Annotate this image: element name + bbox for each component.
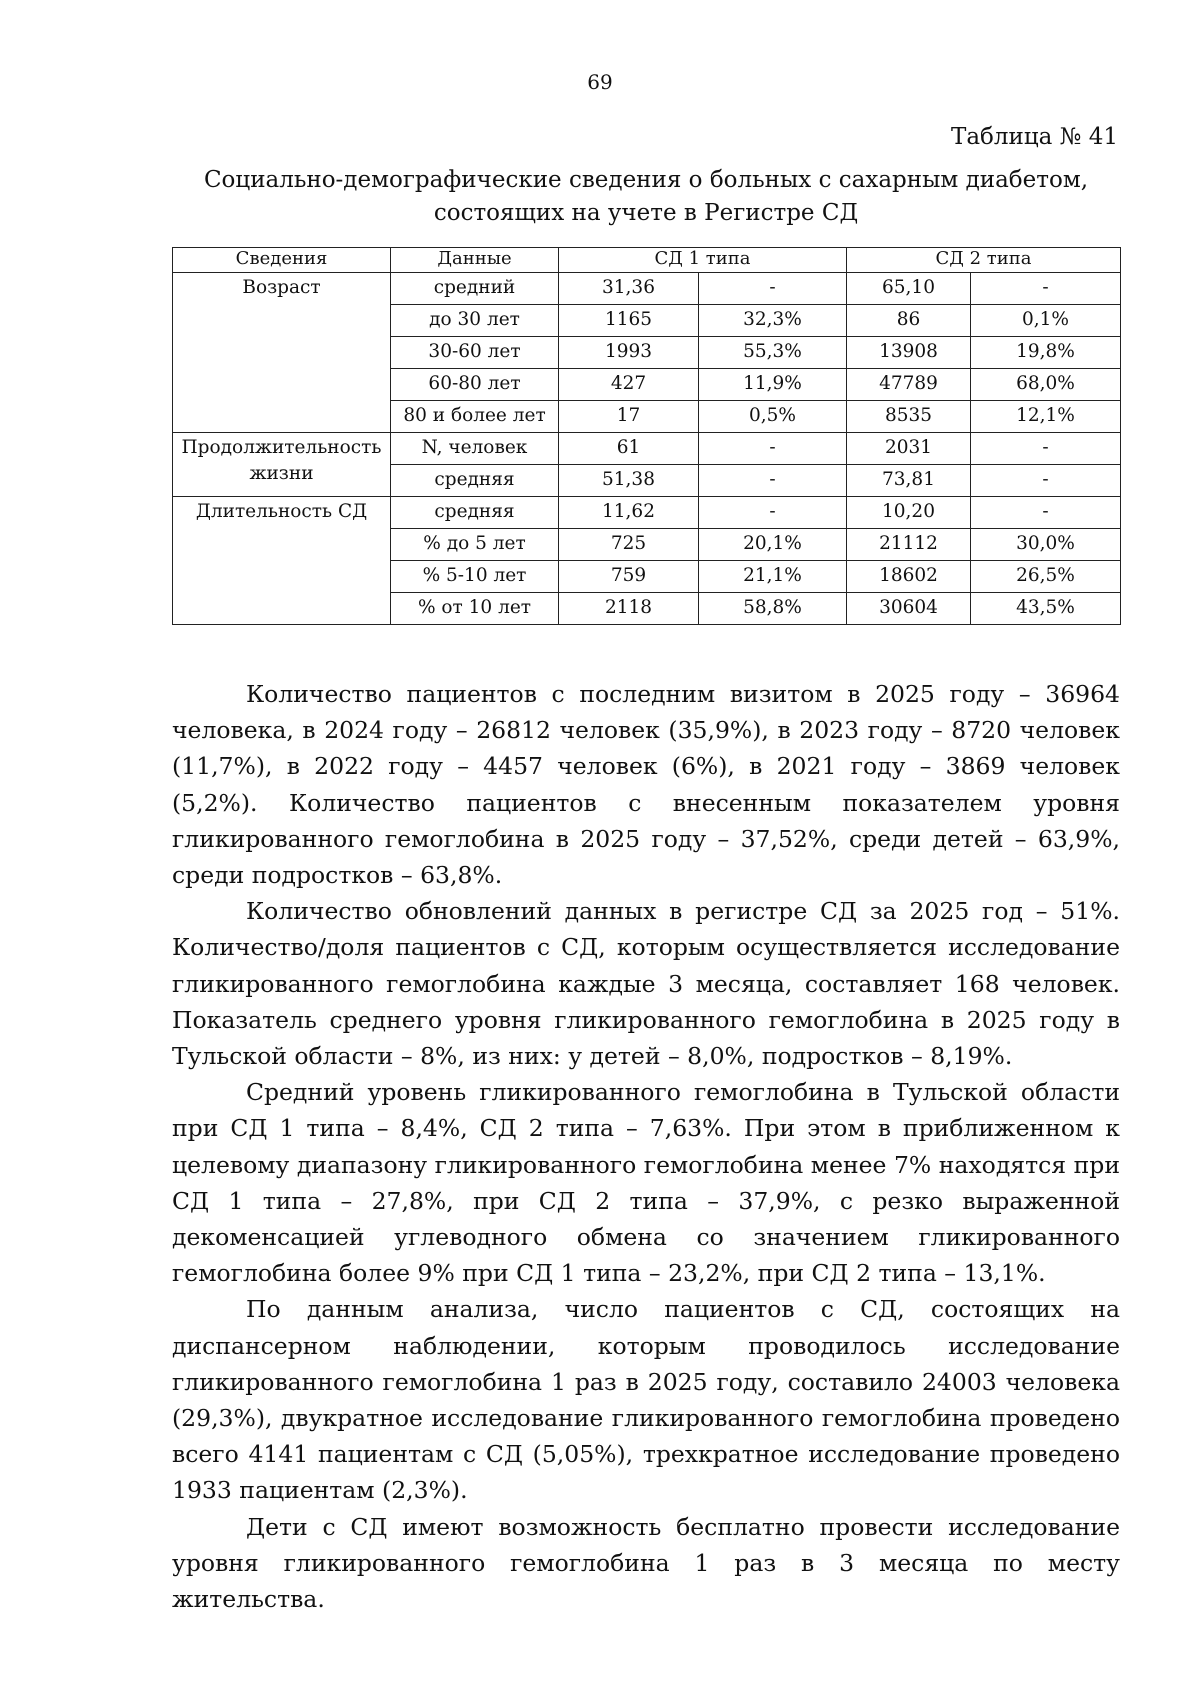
group-label-cell: Продолжительность жизни <box>173 433 391 497</box>
cell-t1-p: 0,5% <box>699 401 847 433</box>
paragraph: Количество обновлений данных в регистре СД за 2025 год – 51%. Количество/доля пациентов с СД, которым осуществляется исследование гликированного гемоглобина каждые 3 месяца, составляет 168 человек. Показатель среднего уровня гликированного гемоглобина в 2025 году в Тульской области – 8%, из них: у детей – 8,0%, подростков – 8,19%. <box>172 897 1120 1071</box>
header-cell: СД 1 типа <box>559 248 847 273</box>
cell-t2-p: 12,1% <box>971 401 1121 433</box>
cell-t2-p: 30,0% <box>971 529 1121 561</box>
cell-t1-n: 51,38 <box>559 465 699 497</box>
cell-t1-p: - <box>699 273 847 305</box>
cell-t2-p: - <box>971 465 1121 497</box>
cell-t1-p: - <box>699 433 847 465</box>
page-number: 69 <box>587 70 613 94</box>
cell-t2-n: 30604 <box>847 593 971 625</box>
group-label-cell: Возраст <box>173 273 391 433</box>
cell-t1-p: 58,8% <box>699 593 847 625</box>
cell-t2-n: 8535 <box>847 401 971 433</box>
cell-t2-p: - <box>971 433 1121 465</box>
cell-t2-p: 26,5% <box>971 561 1121 593</box>
cell-t2-n: 2031 <box>847 433 971 465</box>
body-text <box>172 676 1120 1617</box>
table-row <box>173 433 1121 465</box>
table-title-line-1: Социально-демографические сведения о больных с сахарным диабетом, <box>203 167 1089 193</box>
cell-data: 60-80 лет <box>391 369 559 401</box>
table-row <box>173 273 1121 305</box>
cell-t1-p: 11,9% <box>699 369 847 401</box>
cell-data: 80 и более лет <box>391 401 559 433</box>
cell-t2-n: 18602 <box>847 561 971 593</box>
cell-data: средний <box>391 273 559 305</box>
table-header-row <box>173 248 1121 273</box>
cell-t1-n: 11,62 <box>559 497 699 529</box>
cell-t1-p: 32,3% <box>699 305 847 337</box>
group-label-cell: Длительность СД <box>173 497 391 625</box>
cell-t1-n: 2118 <box>559 593 699 625</box>
data-table <box>172 247 1121 625</box>
cell-t2-p: - <box>971 497 1121 529</box>
cell-data: до 30 лет <box>391 305 559 337</box>
header-cell: СД 2 типа <box>847 248 1121 273</box>
cell-t2-n: 21112 <box>847 529 971 561</box>
header-cell: Данные <box>391 248 559 273</box>
table-title-line-2: состоящих на учете в Регистре СД <box>433 200 859 226</box>
cell-data: 30-60 лет <box>391 337 559 369</box>
table-title <box>172 164 1120 230</box>
table-label: Таблица № 41 <box>951 124 1118 150</box>
cell-t1-p: 21,1% <box>699 561 847 593</box>
cell-data: % от 10 лет <box>391 593 559 625</box>
cell-t1-n: 17 <box>559 401 699 433</box>
cell-t1-p: - <box>699 465 847 497</box>
cell-t2-n: 73,81 <box>847 465 971 497</box>
cell-t2-n: 13908 <box>847 337 971 369</box>
cell-t1-p: 20,1% <box>699 529 847 561</box>
cell-data: % до 5 лет <box>391 529 559 561</box>
paragraph: Дети с СД имеют возможность бесплатно провести исследование уровня гликированного гемоглобина 1 раз в 3 месяца по месту жительства. <box>172 1512 1120 1614</box>
cell-t2-n: 10,20 <box>847 497 971 529</box>
paragraph: Количество пациентов с последним визитом в 2025 году – 36964 человека, в 2024 году – 26812 человек (35,9%), в 2023 году – 8720 человек (11,7%), в 2022 году – 4457 человек (6%), в 2021 году – 3869 человек (5,2%). Количество пациентов с внесенным показателем уровня гликированного гемоглобина в 2025 году – 37,52%, среди детей – 63,9%, среди подростков – 63,8%. <box>172 680 1120 890</box>
table-row <box>173 497 1121 529</box>
cell-data: % 5-10 лет <box>391 561 559 593</box>
cell-data: средняя <box>391 465 559 497</box>
table-body <box>173 273 1121 625</box>
cell-t1-n: 61 <box>559 433 699 465</box>
paragraph: Средний уровень гликированного гемоглобина в Тульской области при СД 1 типа – 8,4%, СД 2 типа – 7,63%. При этом в приближенном к целевому диапазону гликированного гемоглобина менее 7% находятся при СД 1 типа – 27,8%, при СД 2 типа – 37,9%, с резко выраженной декоменсацией углеводного обмена со значением гликированного гемоглобина более 9% при СД 1 типа – 23,2%, при СД 2 типа – 13,1%. <box>172 1078 1120 1288</box>
cell-t1-n: 427 <box>559 369 699 401</box>
cell-t2-n: 65,10 <box>847 273 971 305</box>
cell-t2-n: 86 <box>847 305 971 337</box>
header-cell: Сведения <box>173 248 391 273</box>
cell-data: N, человек <box>391 433 559 465</box>
cell-t1-n: 31,36 <box>559 273 699 305</box>
paragraph: По данным анализа, число пациентов с СД, состоящих на диспансерном наблюдении, которым проводилось исследование гликированного гемоглобина 1 раз в 2025 году, составило 24003 человека (29,3%), двукратное исследование гликированного гемоглобина проведено всего 4141 пациентам с СД (5,05%), трехкратное исследование проведено 1933 пациентам (2,3%). <box>172 1295 1120 1505</box>
cell-t2-p: 43,5% <box>971 593 1121 625</box>
cell-data: средняя <box>391 497 559 529</box>
cell-t1-n: 1993 <box>559 337 699 369</box>
cell-t1-p: - <box>699 497 847 529</box>
cell-t1-n: 725 <box>559 529 699 561</box>
cell-t2-n: 47789 <box>847 369 971 401</box>
cell-t2-p: 68,0% <box>971 369 1121 401</box>
cell-t1-n: 759 <box>559 561 699 593</box>
cell-t2-p: 0,1% <box>971 305 1121 337</box>
cell-t1-p: 55,3% <box>699 337 847 369</box>
cell-t2-p: - <box>971 273 1121 305</box>
cell-t1-n: 1165 <box>559 305 699 337</box>
cell-t2-p: 19,8% <box>971 337 1121 369</box>
